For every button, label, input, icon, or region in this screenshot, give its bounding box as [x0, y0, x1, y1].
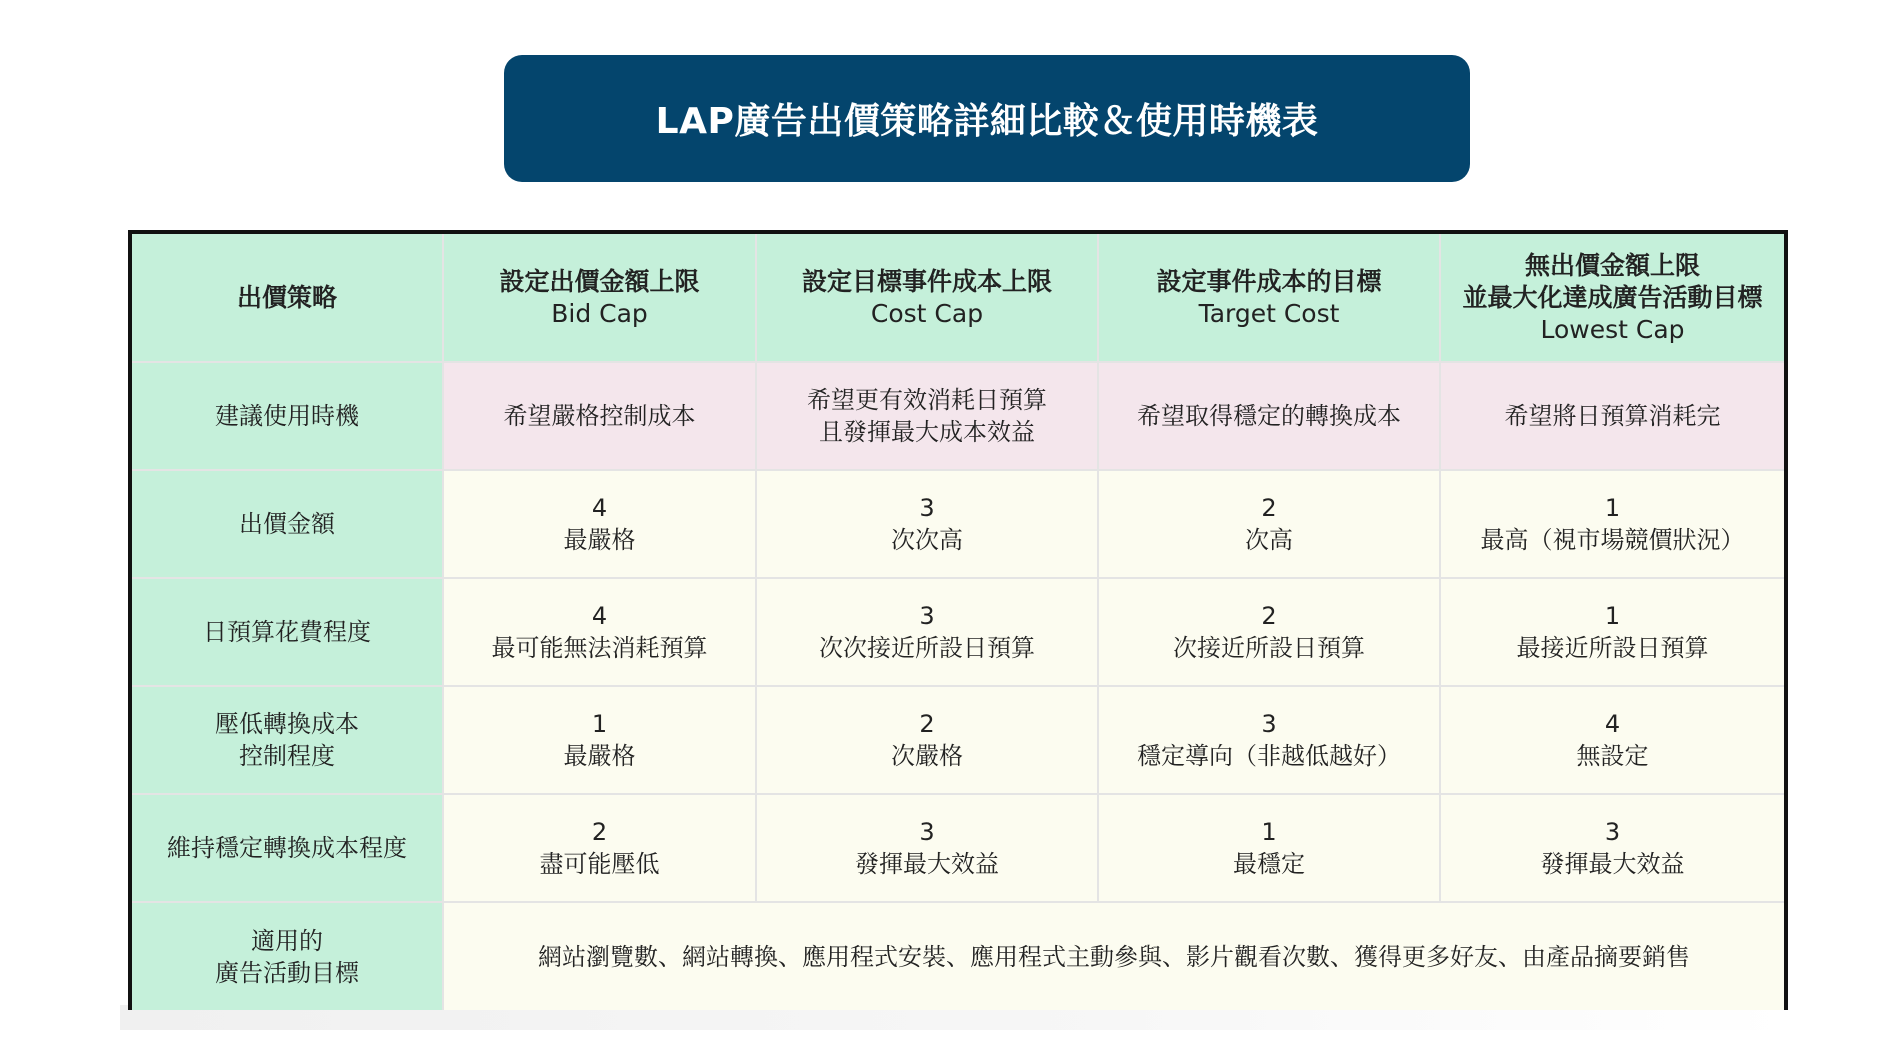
cell-rank: 2: [919, 710, 935, 738]
cell-rank: 2: [1261, 602, 1277, 630]
table-cell: [1440, 578, 1784, 686]
table-cell: [1098, 686, 1440, 794]
cell-text: 無設定: [1576, 742, 1649, 770]
cell-text: 發揮最大效益: [1540, 850, 1685, 878]
table-cell: [756, 794, 1098, 902]
header-bid-cap: [443, 234, 756, 362]
table-cell: [756, 362, 1098, 470]
header-line: 並最大化達成廣告活動目標: [1462, 282, 1763, 312]
table-cell: [756, 470, 1098, 578]
cell-text: 最接近所設日預算: [1516, 634, 1709, 662]
table-cell: [443, 578, 756, 686]
header-line-en: Lowest Cap: [1540, 314, 1685, 344]
row-label-line: 適用的: [251, 926, 323, 955]
row-label-bid-amount: 出價金額: [132, 470, 443, 578]
table-cell: [443, 362, 756, 470]
table-cell: [443, 794, 756, 902]
table-cell: [1440, 794, 1784, 902]
cell-text: 穩定導向（非越低越好）: [1137, 742, 1401, 770]
header-strategy-label: 出價策略: [132, 234, 443, 362]
table-cell: [1440, 362, 1784, 470]
table-cell: [1098, 578, 1440, 686]
cell-text: 希望嚴格控制成本: [503, 402, 696, 430]
comparison-table-grid: [132, 234, 1784, 1010]
cell-rank: 1: [1604, 602, 1621, 630]
header-line-en: Target Cost: [1198, 298, 1340, 328]
table-row-timing: [132, 362, 1784, 470]
cell-text: 次高: [1245, 526, 1293, 554]
header-line-en: Cost Cap: [870, 298, 984, 328]
objectives-cell: [443, 902, 1784, 1010]
cell-rank: 3: [919, 494, 935, 522]
cell-text: 希望取得穩定的轉換成本: [1137, 402, 1401, 430]
cell-text: 次次接近所設日預算: [819, 634, 1035, 662]
header-line: 設定事件成本的目標: [1156, 266, 1382, 296]
row-label-budget-spend: 日預算花費程度: [132, 578, 443, 686]
header-lowest-cap: [1440, 234, 1784, 362]
row-label-line: 控制程度: [239, 742, 335, 770]
cell-rank: 3: [1604, 818, 1621, 846]
table-cell: [1440, 470, 1784, 578]
cell-rank: 2: [591, 818, 608, 846]
cell-text: 次次高: [891, 526, 963, 554]
table-cell: [756, 686, 1098, 794]
table-cell: [756, 578, 1098, 686]
cell-text: 希望更有效消耗日預算: [807, 386, 1047, 414]
row-label-line: 廣告活動目標: [215, 958, 359, 987]
cell-rank: 4: [591, 602, 608, 630]
cell-text: 最穩定: [1233, 850, 1305, 878]
row-label-cost-control: [132, 686, 443, 794]
cell-text: 最嚴格: [563, 742, 636, 770]
header-line: 無出價金額上限: [1524, 250, 1700, 280]
cell-rank: 4: [1604, 710, 1621, 738]
cell-rank: 4: [591, 494, 608, 522]
cell-text: 且發揮最大成本效益: [819, 418, 1035, 446]
cell-rank: 3: [1261, 710, 1277, 738]
header-line-en: Bid Cap: [551, 298, 648, 328]
row-label-line: 壓低轉換成本: [215, 710, 359, 738]
cell-rank: 3: [919, 602, 935, 630]
cell-text: 次嚴格: [891, 742, 963, 770]
cell-rank: 1: [1261, 818, 1277, 846]
cell-text: 最高（視市場競價狀況）: [1480, 526, 1745, 554]
header-target-cost: [1098, 234, 1440, 362]
cell-text: 次接近所設日預算: [1173, 634, 1365, 662]
table-row-cost-control: [132, 686, 1784, 794]
comparison-table: [128, 230, 1788, 1010]
table-cell: [1098, 794, 1440, 902]
cell-rank: 3: [919, 818, 935, 846]
header-line: 設定目標事件成本上限: [801, 266, 1052, 296]
table-row-objectives: [132, 902, 1784, 1010]
table-cell: [1098, 470, 1440, 578]
cell-text: 發揮最大效益: [855, 850, 999, 878]
table-cell: [1098, 362, 1440, 470]
cell-rank: 2: [1261, 494, 1277, 522]
table-row-budget-spend: [132, 578, 1784, 686]
table-row-bid-amount: [132, 470, 1784, 578]
header-row: [132, 234, 1784, 362]
header-cost-cap: [756, 234, 1098, 362]
cell-text: 希望將日預算消耗完: [1504, 402, 1721, 430]
row-label-stability: 維持穩定轉換成本程度: [132, 794, 443, 902]
table-row-stability: [132, 794, 1784, 902]
cell-rank: 1: [591, 710, 608, 738]
table-cell: [443, 686, 756, 794]
table-cell: [443, 470, 756, 578]
page-title: LAP廣告出價策略詳細比較＆使用時機表: [504, 55, 1470, 182]
cell-text: 盡可能壓低: [539, 850, 660, 878]
row-label-timing: 建議使用時機: [132, 362, 443, 470]
cell-text: 最嚴格: [563, 526, 636, 554]
cell-text: 最可能無法消耗預算: [491, 634, 708, 662]
header-line: 設定出價金額上限: [499, 266, 700, 296]
row-label-objectives: [132, 902, 443, 1010]
cell-text: 網站瀏覽數、網站轉換、應用程式安裝、應用程式主動參與、影片觀看次數、獲得更多好友、由產品摘要銷售: [538, 942, 1690, 971]
table-cell: [1440, 686, 1784, 794]
cell-rank: 1: [1604, 494, 1621, 522]
